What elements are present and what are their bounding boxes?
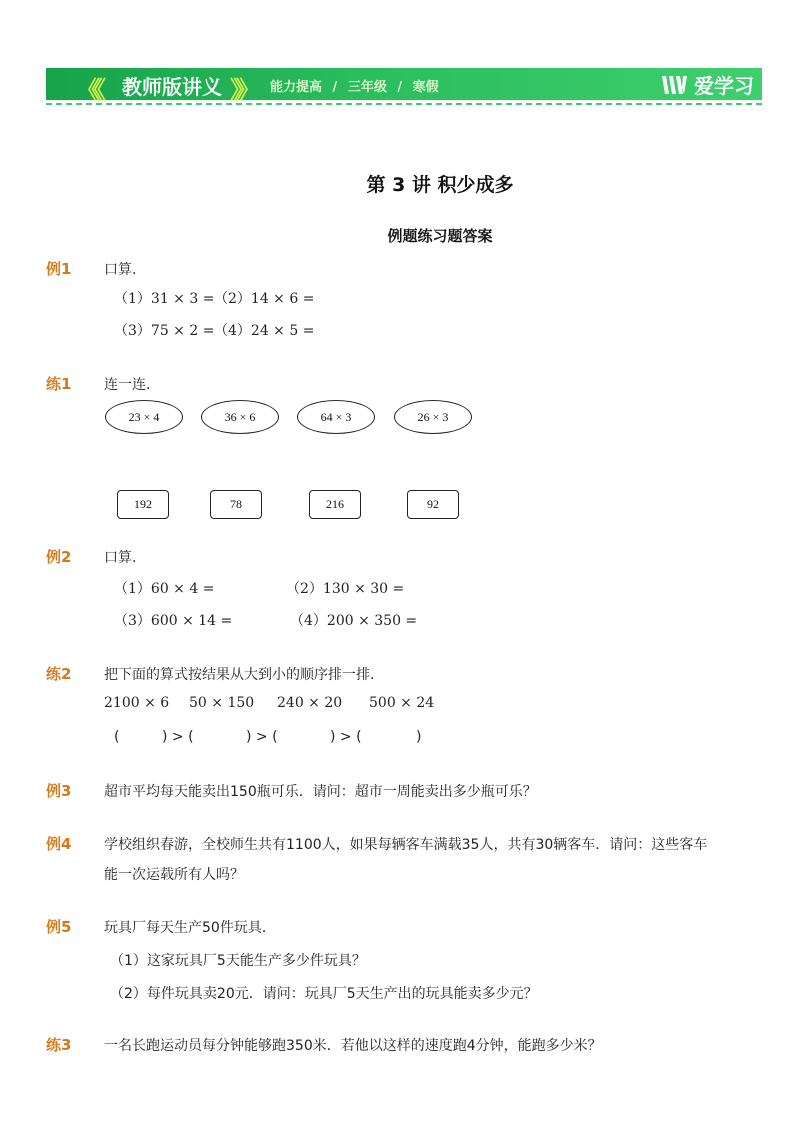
crumb-level: 能力提高	[270, 80, 323, 95]
chevron-left-icon: 《《	[76, 76, 100, 104]
order-blank-sep: ) > (	[330, 729, 362, 745]
ex3-text: 超市平均每天能卖出150瓶可乐．请问：超市一周能卖出多少瓶可乐？	[104, 784, 537, 800]
pr2-tag: 练2	[46, 665, 72, 683]
pr2-text: 把下面的算式按结果从大到小的顺序排一排.	[104, 667, 375, 683]
order-blank-sep: ) > (	[162, 729, 194, 745]
header-divider	[46, 103, 762, 105]
ex1-tag: 例1	[46, 260, 72, 278]
brand-logo	[660, 70, 754, 99]
handout-title: 教师版讲义	[122, 75, 222, 99]
ex2-item-1: （1）60 × 4 =	[114, 581, 215, 597]
ex1-item-1: （1）31 × 3 =	[114, 291, 215, 307]
ex5-question-2: （2）每件玩具卖20元．请问：玩具厂5天生产出的玩具能卖多少元？	[110, 986, 538, 1002]
ex2-item-3: （3）600 × 14 =	[114, 613, 233, 629]
match-box-4[interactable]: 92	[407, 490, 459, 519]
order-blank-open: (	[114, 729, 120, 745]
crumb-sep: /	[332, 80, 338, 95]
ex2-text: 口算.	[104, 550, 137, 566]
ex2-item-2: （2）130 × 30 =	[286, 581, 405, 597]
pr3-tag: 练3	[46, 1036, 72, 1054]
match-oval-3[interactable]: 64 × 3	[297, 400, 375, 434]
match-box-2[interactable]: 78	[210, 490, 262, 519]
header-banner	[46, 68, 762, 104]
ex1-item-4: （4）24 × 5 =	[214, 323, 315, 339]
lecture-title: 第 3 讲 积少成多	[366, 174, 514, 196]
ex1-item-3: （3）75 × 2 =	[114, 323, 215, 339]
pr2-expr-3: 240 × 20	[277, 695, 343, 711]
match-oval-4[interactable]: 26 × 3	[394, 400, 472, 434]
ex1-text: 口算.	[104, 262, 137, 278]
match-box-3[interactable]: 216	[309, 490, 361, 519]
ex4-line-2: 能一次运载所有人吗？	[104, 867, 244, 883]
pr2-expr-2: 50 × 150	[189, 695, 255, 711]
logo-mark-icon	[660, 73, 690, 97]
pr3-text: 一名长跑运动员每分钟能够跑350米．若他以这样的速度跑4分钟，能跑多少米？	[104, 1038, 602, 1054]
pr1-tag: 练1	[46, 375, 72, 393]
section-subtitle: 例题练习题答案	[387, 227, 493, 245]
pr2-expr-1: 2100 × 6	[104, 695, 170, 711]
chevron-right-icon: 》》	[230, 76, 254, 104]
ex4-line-1: 学校组织春游，全校师生共有1100人，如果每辆客车满载35人，共有30辆客车．请问：这些客车	[104, 837, 708, 853]
ex1-item-2: （2）14 × 6 =	[214, 291, 315, 307]
order-blank-close: )	[416, 729, 422, 745]
ex4-tag: 例4	[46, 835, 72, 853]
pr2-expr-4: 500 × 24	[369, 695, 435, 711]
ex3-tag: 例3	[46, 782, 72, 800]
ex5-question-1: （1）这家玩具厂5天能生产多少件玩具？	[110, 953, 366, 969]
order-blank-sep: ) > (	[246, 729, 278, 745]
ex5-text: 玩具厂每天生产50件玩具．	[104, 920, 276, 936]
crumb-grade: 三年级	[347, 80, 387, 95]
match-oval-1[interactable]: 23 × 4	[105, 400, 183, 434]
match-oval-2[interactable]: 36 × 6	[201, 400, 279, 434]
ex5-tag: 例5	[46, 918, 72, 936]
ex2-item-4: （4）200 × 350 =	[290, 613, 418, 629]
ex2-tag: 例2	[46, 548, 72, 566]
crumb-term: 寒假	[412, 80, 439, 95]
breadcrumb	[270, 76, 445, 95]
crumb-sep: /	[397, 80, 403, 95]
pr1-text: 连一连.	[104, 377, 151, 393]
logo-text: 爱学习	[694, 74, 754, 98]
match-box-1[interactable]: 192	[117, 490, 169, 519]
